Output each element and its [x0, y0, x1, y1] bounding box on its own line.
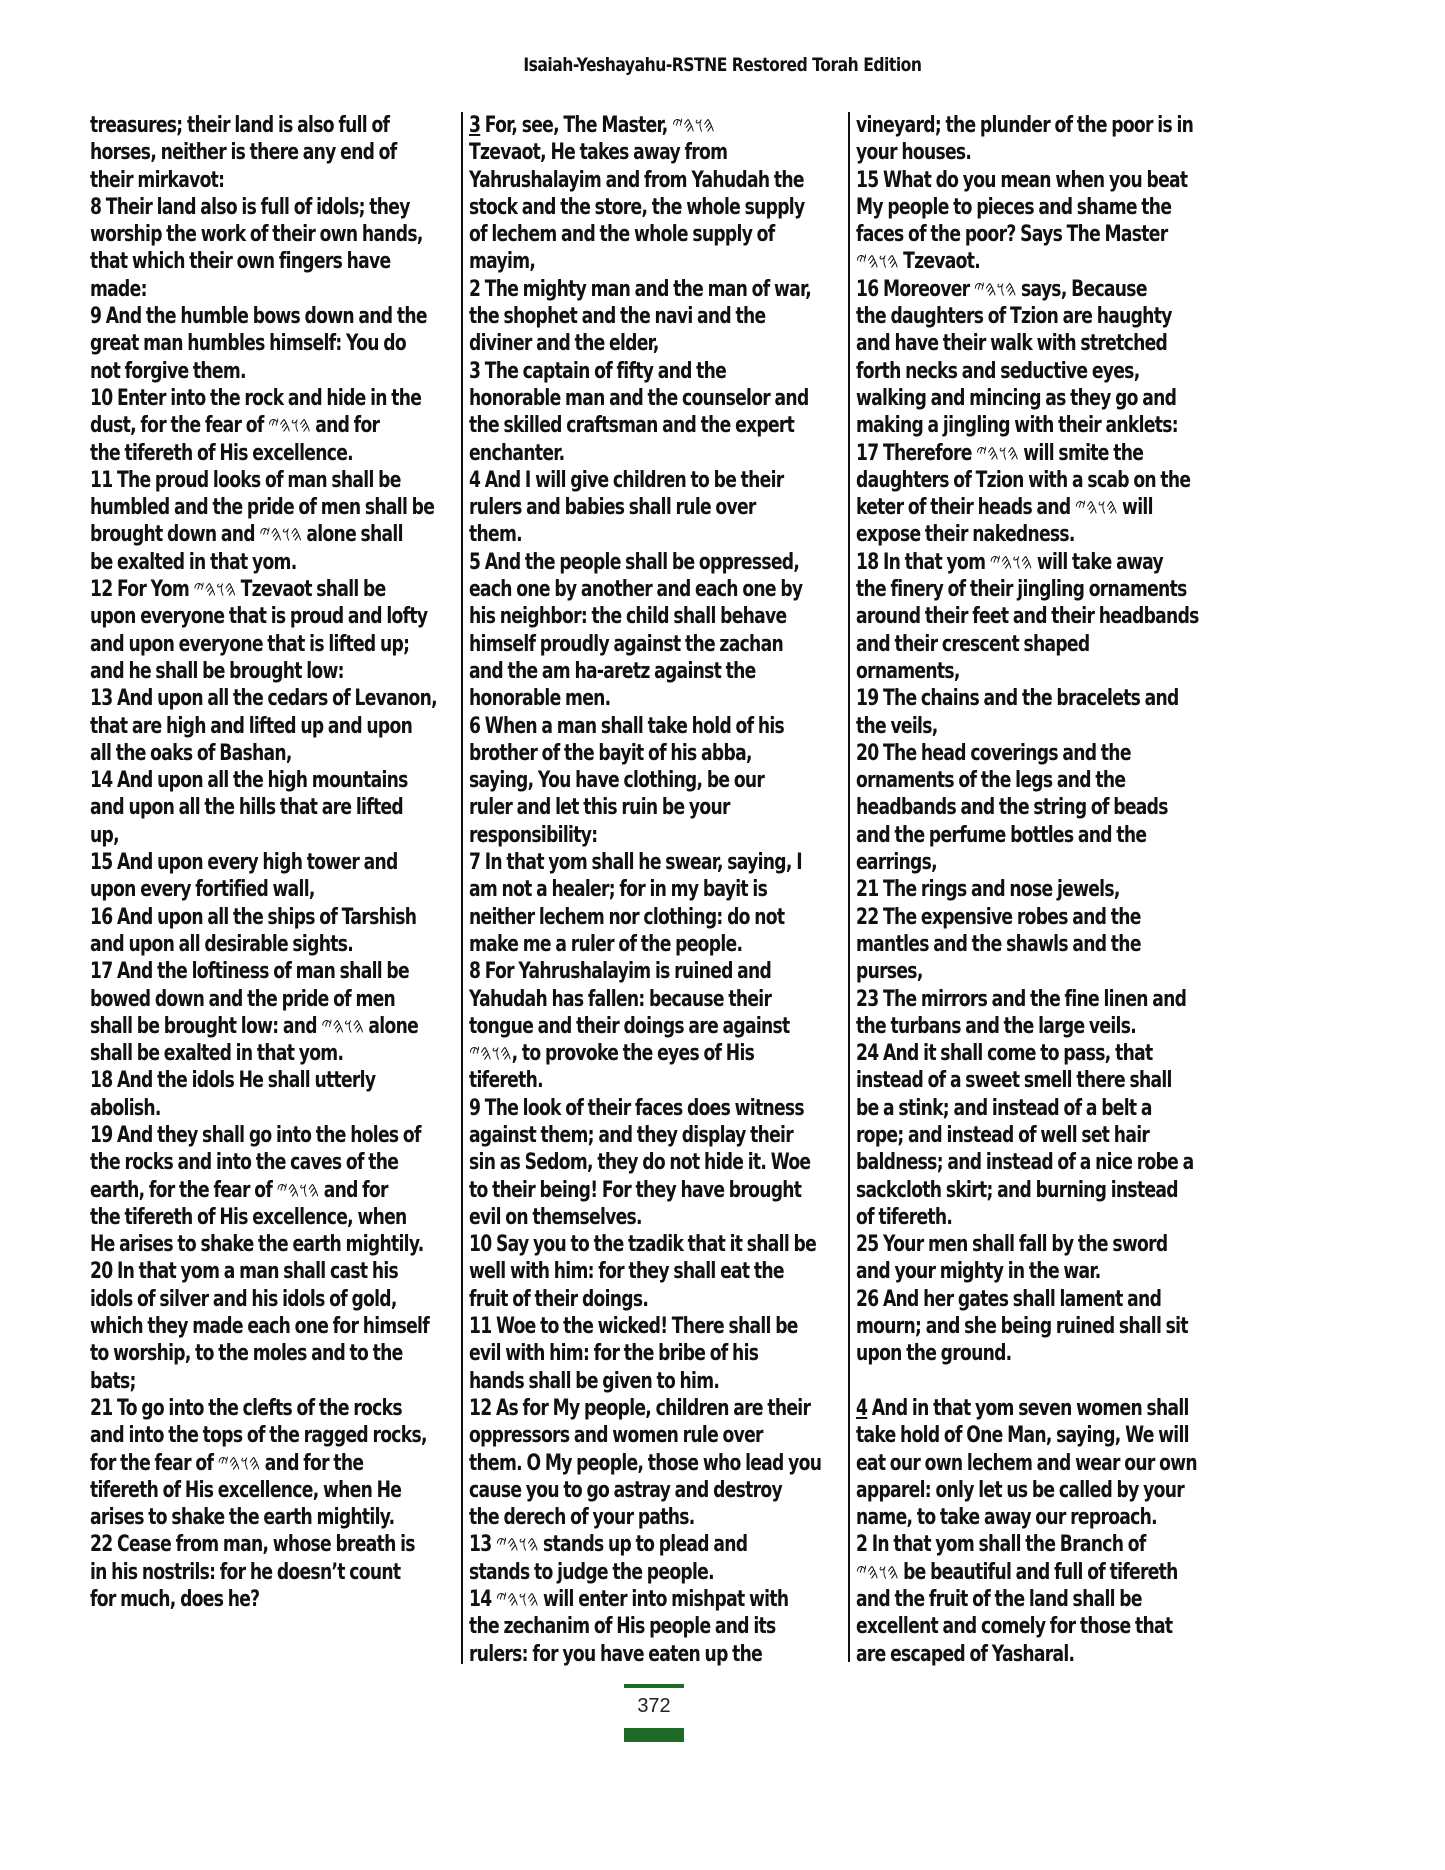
text-line: 26 And her gates shall lament and — [856, 1286, 1162, 1312]
text-line: eat our own lechem and wear our own — [856, 1450, 1197, 1476]
text-line: 3 For, see, The Master, 𐤄𐤅𐤄𐤉 — [469, 113, 715, 138]
text-line: My people to pieces and shame the — [856, 194, 1172, 220]
text-line: your houses. — [856, 140, 972, 166]
text-line: them. — [469, 522, 522, 548]
text-line: for much, does he? — [90, 1587, 260, 1613]
text-line: treasures; their land is also full of — [90, 113, 390, 138]
text-line: and the fruit of the land shall be — [856, 1587, 1142, 1613]
text-line: saying, You have clothing, be our — [469, 768, 765, 794]
divine-name-glyph: 𐤄𐤅𐤄𐤉 — [973, 276, 1017, 302]
text-line: mantles and the shawls and the — [856, 931, 1141, 957]
text-line: 𐤄𐤅𐤄𐤉 be beautiful and full of tifereth — [856, 1559, 1178, 1585]
text-line: 3 The captain of fifty and the — [469, 358, 727, 384]
text-line: 19 The chains and the bracelets and — [856, 686, 1179, 712]
text-line: of tifereth. — [856, 1204, 953, 1230]
text-line: 12 As for My people, children are their — [469, 1395, 811, 1421]
text-line: arises to shake the earth mightily. — [90, 1505, 395, 1531]
text-line: and into the tops of the ragged rocks, — [90, 1423, 427, 1449]
text-line: 17 And the loftiness of man shall be — [90, 959, 409, 985]
text-line: 𐤄𐤅𐤄𐤉, to provoke the eyes of His — [469, 1041, 755, 1067]
text-columns — [84, 112, 1234, 1672]
text-line: the veils, — [856, 713, 938, 739]
text-line: 10 Enter into the rock and hide in the — [90, 385, 422, 411]
text-line: 11 The proud looks of man shall be — [90, 467, 401, 493]
text-line: upon everyone that is proud and lofty — [90, 604, 428, 630]
text-line: 24 And it shall come to pass, that — [856, 1041, 1153, 1067]
text-line: keter of their heads and 𐤄𐤅𐤄𐤉 will — [856, 495, 1153, 521]
text-line: 20 The head coverings and the — [856, 740, 1131, 766]
divine-name-glyph: 𐤄𐤅𐤄𐤉 — [856, 1559, 899, 1585]
page-number-block — [624, 1684, 684, 1742]
text-line: diviner and the elder, — [469, 331, 659, 357]
text-line: and upon all the hills that are lifted — [90, 795, 403, 821]
text-line: 10 Say you to the tzadik that it shall be — [469, 1232, 817, 1258]
text-line: the finery of their jingling ornaments — [856, 577, 1187, 603]
column-3 — [848, 112, 1248, 1667]
text-line: fruit of their doings. — [469, 1286, 649, 1312]
text-line: 8 For Yahrushalayim is ruined and — [469, 959, 772, 985]
text-line: enchanter. — [469, 440, 565, 466]
text-line: 25 Your men shall fall by the sword — [856, 1232, 1168, 1258]
text-line: made: — [90, 276, 147, 302]
text-line: the skilled craftsman and the expert — [469, 413, 795, 439]
page-number: 372 — [637, 1695, 671, 1717]
text-line: 16 Moreover 𐤄𐤅𐤄𐤉 says, Because — [856, 276, 1147, 302]
divine-name-glyph: 𐤄𐤅𐤄𐤉 — [495, 1532, 539, 1558]
divine-name-glyph: 𐤄𐤅𐤄𐤉 — [989, 549, 1033, 575]
text-line: the tifereth of His excellence. — [90, 440, 353, 466]
text-line: the zechanim of His people and its — [469, 1614, 776, 1640]
text-line: am not a healer; for in my bayit is — [469, 877, 768, 903]
text-line: each one by another and each one by — [469, 577, 803, 603]
text-line: are escaped of Yasharal. — [856, 1641, 1075, 1667]
text-line: 13 𐤄𐤅𐤄𐤉 stands up to plead and — [469, 1532, 748, 1558]
text-line: mourn; and she being ruined shall sit — [856, 1314, 1188, 1340]
text-line: shall be exalted in that yom. — [90, 1041, 344, 1067]
text-line: take hold of One Man, saying, We will — [856, 1423, 1189, 1449]
page-number-top-rule — [624, 1684, 684, 1688]
text-line: and their crescent shaped — [856, 631, 1090, 657]
divine-name-glyph: 𐤄𐤅𐤄𐤉 — [976, 440, 1019, 466]
text-line: and the am ha-aretz against the — [469, 658, 756, 684]
text-line: bowed down and the pride of men — [90, 986, 396, 1012]
text-line: 12 For Yom 𐤄𐤅𐤄𐤉 Tzevaot shall be — [90, 577, 386, 603]
text-line: stock and the store, the whole supply — [469, 194, 805, 220]
text-line: name, to take away our reproach. — [856, 1505, 1157, 1531]
text-line: 4 And in that yom seven women shall — [856, 1395, 1189, 1421]
text-line: all the oaks of Bashan, — [90, 740, 292, 766]
text-line: rope; and instead of well set hair — [856, 1122, 1150, 1148]
text-line: faces of the poor? Says The Master — [856, 222, 1168, 248]
text-line: rulers and babies shall rule over — [469, 495, 756, 521]
text-line: and upon everyone that is lifted up; — [90, 631, 410, 657]
text-line: 6 When a man shall take hold of his — [469, 713, 785, 739]
text-line: 2 The mighty man and the man of war, — [469, 276, 812, 302]
text-line: which they made each one for himself — [90, 1314, 430, 1340]
text-line: 15 And upon every high tower and — [90, 850, 398, 876]
column-3-text — [856, 112, 1247, 1668]
divine-name-glyph: 𐤄𐤅𐤄𐤉 — [276, 1177, 320, 1203]
text-line: tifereth. — [469, 1068, 543, 1094]
text-line: daughters of Tzion with a scab on the — [856, 467, 1191, 493]
text-line: 22 The expensive robes and the — [856, 904, 1141, 930]
divine-name-glyph: 𐤄𐤅𐤄𐤉 — [259, 522, 302, 548]
text-line: the tifereth of His excellence, when — [90, 1204, 407, 1230]
divine-name-glyph: 𐤄𐤅𐤄𐤉 — [321, 1013, 364, 1039]
text-line: the shophet and the navi and the — [469, 304, 766, 330]
text-line: 18 In that yom 𐤄𐤅𐤄𐤉 will take away — [856, 549, 1163, 575]
text-line: the derech of your paths. — [469, 1505, 695, 1531]
text-line: expose their nakedness. — [856, 522, 1075, 548]
text-line: against them; and they display their — [469, 1122, 793, 1148]
text-line: 14 𐤄𐤅𐤄𐤉 will enter into mishpat with — [469, 1587, 789, 1613]
text-line: 𐤄𐤅𐤄𐤉 Tzevaot. — [856, 249, 981, 275]
text-line: making a jingling with their anklets: — [856, 413, 1178, 439]
text-line: honorable man and the counselor and — [469, 385, 809, 411]
text-line: and upon all desirable sights. — [90, 931, 354, 957]
text-line: great man humbles himself: You do — [90, 331, 406, 357]
text-line: stands to judge the people. — [469, 1559, 714, 1585]
text-line: upon every fortified wall, — [90, 877, 315, 903]
text-line: ornaments of the legs and the — [856, 768, 1126, 794]
page-header-title: Isaiah-Yeshayahu-RSTNE Restored Torah Edition — [523, 54, 922, 76]
text-line: worship the work of their own hands, — [90, 222, 423, 248]
text-line: and your mighty in the war. — [856, 1259, 1101, 1285]
text-line: instead of a sweet smell there shall — [856, 1068, 1172, 1094]
text-line: their mirkavot: — [90, 167, 225, 193]
text-line: abolish. — [90, 1095, 161, 1121]
text-line: oppressors and women rule over — [469, 1423, 763, 1449]
text-line: his neighbor: the child shall behave — [469, 604, 787, 630]
text-line: up, — [90, 822, 119, 848]
text-line: 5 And the people shall be oppressed, — [469, 549, 800, 575]
column-1-text — [90, 112, 463, 1613]
text-line: 9 The look of their faces does witness — [469, 1095, 804, 1121]
text-line: brother of the bayit of his abba, — [469, 740, 752, 766]
text-line: mayim, — [469, 249, 536, 275]
text-line: of lechem and the whole supply of — [469, 222, 775, 248]
text-line: and he shall be brought low: — [90, 658, 344, 684]
text-line: neither lechem nor clothing: do not — [469, 904, 785, 930]
divine-name-glyph: 𐤄𐤅𐤄𐤉 — [495, 1587, 539, 1613]
text-line: that which their own fingers have — [90, 249, 391, 275]
text-line: responsibility: — [469, 822, 598, 848]
text-line: 19 And they shall go into the holes of — [90, 1122, 421, 1148]
divine-name-glyph: 𐤄𐤅𐤄𐤉 — [193, 577, 237, 603]
text-line: tifereth of His excellence, when He — [90, 1477, 402, 1503]
text-line: earth, for the fear of 𐤄𐤅𐤄𐤉 and for — [90, 1177, 388, 1203]
text-line: evil with him: for the bribe of his — [469, 1341, 759, 1367]
divine-name-glyph: 𐤄𐤅𐤄𐤉 — [856, 249, 899, 275]
chapter-number: 3 — [469, 113, 481, 138]
divine-name-glyph: 𐤄𐤅𐤄𐤉 — [268, 413, 311, 439]
divine-name-glyph: 𐤄𐤅𐤄𐤉 — [217, 1450, 261, 1476]
text-line: humbled and the pride of men shall be — [90, 495, 435, 521]
column-2 — [461, 112, 851, 1667]
text-line: that are high and lifted up and upon — [90, 713, 413, 739]
text-line: 15 What do you mean when you beat — [856, 167, 1188, 193]
text-line: 23 The mirrors and the fine linen and — [856, 986, 1187, 1012]
text-line: the turbans and the large veils. — [856, 1013, 1137, 1039]
text-line: apparel: only let us be called by your — [856, 1477, 1184, 1503]
text-line: excellent and comely for those that — [856, 1614, 1173, 1640]
text-line: 18 And the idols He shall utterly — [90, 1068, 376, 1094]
text-line: 4 And I will give children to be their — [469, 467, 784, 493]
text-line: 7 In that yom shall he swear, saying, I — [469, 850, 802, 876]
text-line: rulers: for you have eaten up the — [469, 1641, 763, 1667]
text-line: sackcloth skirt; and burning instead — [856, 1177, 1178, 1203]
text-line: 9 And the humble bows down and the — [90, 304, 427, 330]
text-line: 16 And upon all the ships of Tarshish — [90, 904, 417, 930]
text-line: and the perfume bottles and the — [856, 822, 1147, 848]
divine-name-glyph: 𐤄𐤅𐤄𐤉 — [469, 1041, 512, 1067]
text-line: not forgive them. — [90, 358, 246, 384]
text-line: vineyard; the plunder of the poor is in — [856, 113, 1194, 138]
text-line: Tzevaot, He takes away from — [469, 140, 728, 166]
text-line: well with him: for they shall eat the — [469, 1259, 784, 1285]
divine-name-glyph: 𐤄𐤅𐤄𐤉 — [672, 113, 715, 138]
text-line: dust, for the fear of 𐤄𐤅𐤄𐤉 and for — [90, 413, 380, 439]
text-line: sin as Sedom, they do not hide it. Woe — [469, 1150, 811, 1176]
text-line: 8 Their land also is full of idols; they — [90, 194, 410, 220]
text-line: 17 Therefore 𐤄𐤅𐤄𐤉 will smite the — [856, 440, 1144, 466]
text-line: them. O My people, those who lead you — [469, 1450, 822, 1476]
text-line: shall be brought low: and 𐤄𐤅𐤄𐤉 alone — [90, 1013, 419, 1039]
text-line: for the fear of 𐤄𐤅𐤄𐤉 and for the — [90, 1450, 364, 1476]
text-line: horses, neither is there any end of — [90, 140, 397, 166]
text-line: be a stink; and instead of a belt a — [856, 1095, 1152, 1121]
page-number-bottom-bar — [624, 1728, 684, 1742]
text-line: around their feet and their headbands — [856, 604, 1199, 630]
text-line: walking and mincing as they go and — [856, 385, 1177, 411]
text-line: make me a ruler of the people. — [469, 931, 743, 957]
text-line: and have their walk with stretched — [856, 331, 1168, 357]
text-line: 20 In that yom a man shall cast his — [90, 1259, 399, 1285]
column-2-text — [469, 112, 850, 1668]
text-line: 13 And upon all the cedars of Levanon, — [90, 686, 437, 712]
text-line: 22 Cease from man, whose breath is — [90, 1532, 415, 1558]
column-1 — [84, 112, 464, 1672]
text-line: the daughters of Tzion are haughty — [856, 304, 1172, 330]
text-line: the rocks and into the caves of the — [90, 1150, 399, 1176]
text-line: earrings, — [856, 850, 937, 876]
text-line: idols of silver and his idols of gold, — [90, 1286, 397, 1312]
text-line: tongue and their doings are against — [469, 1013, 790, 1039]
text-line: Yahrushalayim and from Yahudah the — [469, 167, 804, 193]
text-line: He arises to shake the earth mightily. — [90, 1232, 424, 1258]
text-line: 21 To go into the clefts of the rocks — [90, 1395, 402, 1421]
text-line: Yahudah has fallen: because their — [469, 986, 772, 1012]
chapter-number: 4 — [856, 1395, 868, 1421]
text-line: hands shall be given to him. — [469, 1368, 720, 1394]
text-line: in his nostrils: for he doesn’t count — [90, 1559, 401, 1585]
text-line: brought down and 𐤄𐤅𐤄𐤉 alone shall — [90, 522, 403, 548]
text-line: to worship, to the moles and to the — [90, 1341, 403, 1367]
text-line: 14 And upon all the high mountains — [90, 768, 408, 794]
text-line: honorable men. — [469, 686, 611, 712]
blank-line — [856, 1368, 1247, 1395]
text-line: 21 The rings and nose jewels, — [856, 877, 1120, 903]
text-line: cause you to go astray and destroy — [469, 1477, 782, 1503]
text-line: headbands and the string of beads — [856, 795, 1168, 821]
text-line: to their being! For they have brought — [469, 1177, 802, 1203]
text-line: baldness; and instead of a nice robe a — [856, 1150, 1194, 1176]
text-line: purses, — [856, 959, 923, 985]
text-line: forth necks and seductive eyes, — [856, 358, 1140, 384]
text-line: bats; — [90, 1368, 136, 1394]
text-line: ornaments, — [856, 658, 960, 684]
text-line: ruler and let this ruin be your — [469, 795, 730, 821]
text-line: 2 In that yom shall the Branch of — [856, 1532, 1146, 1558]
text-line: upon the ground. — [856, 1341, 1012, 1367]
text-line: evil on themselves. — [469, 1204, 642, 1230]
text-line: himself proudly against the zachan — [469, 631, 783, 657]
divine-name-glyph: 𐤄𐤅𐤄𐤉 — [1074, 495, 1118, 521]
text-line: 11 Woe to the wicked! There shall be — [469, 1314, 798, 1340]
text-line: be exalted in that yom. — [90, 549, 297, 575]
